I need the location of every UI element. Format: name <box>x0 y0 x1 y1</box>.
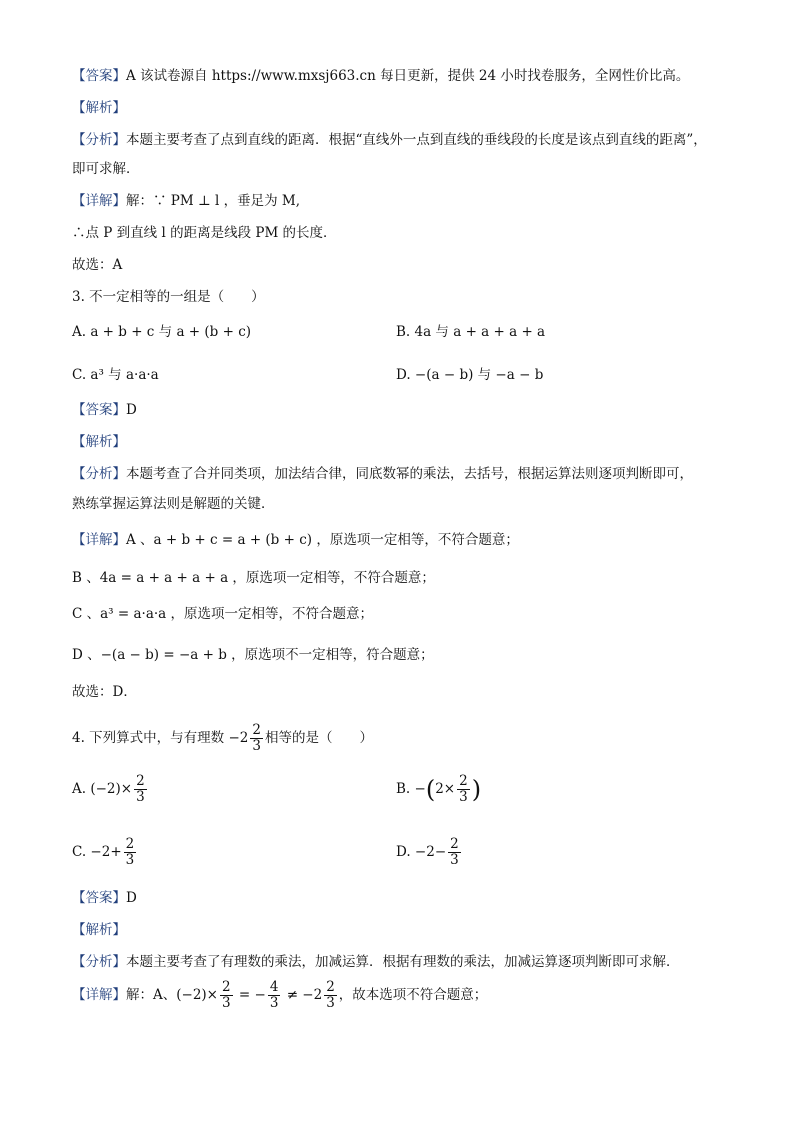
q3-answer-line <box>72 401 137 419</box>
fraction-numerator: 2 <box>252 722 261 738</box>
fraction-denominator: 3 <box>450 852 459 868</box>
fraction <box>324 980 337 1011</box>
answer-text: D <box>126 890 137 906</box>
fenxi-text: 本题主要考查了点到直线的距离．根据“直线外一点到直线的垂线段的长度是该点到直线的距离”， <box>126 132 707 148</box>
option-c-expr: C. −2+ <box>72 844 122 860</box>
q4-option-a <box>72 772 149 806</box>
option-a-expr: A. (−2)× <box>72 781 133 797</box>
xiangjie-tag: 【详解】 <box>72 532 126 548</box>
q3-option-b: B. 4a 与 a + a + a + a <box>396 324 546 340</box>
fraction-numerator: 2 <box>459 773 468 789</box>
q2-jiexi-heading: 【解析】 <box>72 100 126 116</box>
answer-text: A 该试卷源自 https://www.mxsj663.cn 每日更新，提供 24 小时找卷服务，全网性价比高。 <box>126 68 690 84</box>
q3-fenxi-line2: 熟练掌握运算法则是解题的关键． <box>72 496 275 512</box>
fraction-denominator: 3 <box>326 995 335 1011</box>
fraction-numerator: 2 <box>222 979 231 995</box>
xiangjie-text: 解：∵ PM ⊥ l ，垂足为 M, <box>126 193 300 209</box>
q4-option-c <box>72 835 138 869</box>
q4-stem <box>72 722 373 754</box>
fraction <box>268 980 281 1011</box>
q3-option-c: C. a³ 与 a·a·a <box>72 367 159 383</box>
q2-fenxi-line2: 即可求解． <box>72 161 140 177</box>
q3-jiexi-heading: 【解析】 <box>72 434 126 450</box>
fraction-numerator: 4 <box>269 979 279 995</box>
q3-stem: 3. 不一定相等的一组是（ ） <box>72 289 265 305</box>
fraction-denominator: 3 <box>136 789 145 805</box>
xiangjie-tag: 【详解】 <box>72 193 126 209</box>
fraction-denominator: 3 <box>459 789 468 805</box>
fraction-denominator: 3 <box>125 852 135 868</box>
right-paren: ) <box>471 775 482 804</box>
xiangjie-post: ，故本选项不符合题意； <box>338 987 488 1003</box>
q3-xiangjie-d: D 、−(a − b) = −a + b ，原选项不一定相等，符合题意； <box>72 647 434 663</box>
q4-xiangjie-line <box>72 976 487 1014</box>
fraction-numerator: 2 <box>125 836 135 852</box>
left-paren: ( <box>425 775 436 804</box>
answer-text: D <box>126 402 137 418</box>
xiangjie-tag: 【详解】 <box>72 987 126 1003</box>
xiangjie-text: A 、a + b + c = a + (b + c) ，原选项一定相等，不符合题意； <box>126 532 519 548</box>
option-d-expr: D. −2− <box>396 844 447 860</box>
q3-option-a: A. a + b + c 与 a + (b + c) <box>72 324 252 340</box>
answer-tag: 【答案】 <box>72 402 126 418</box>
q3-choice: 故选：D． <box>72 684 137 700</box>
fraction <box>220 980 233 1011</box>
fraction <box>250 723 263 754</box>
q4-jiexi-heading: 【解析】 <box>72 922 126 938</box>
answer-tag: 【答案】 <box>72 890 126 906</box>
equals: = − <box>234 987 266 1003</box>
fraction-denominator: 3 <box>269 995 279 1011</box>
fenxi-tag: 【分析】 <box>72 132 126 148</box>
xiangjie-pre: 解：A、(−2)× <box>126 987 218 1003</box>
fenxi-text: 本题考查了合并同类项，加法结合律，同底数幂的乘法，去括号，根据运算法则逐项判断即可， <box>126 466 693 482</box>
q4-stem-post: 相等的是（ ） <box>264 730 373 746</box>
not-equal: ≠ −2 <box>282 987 323 1003</box>
fenxi-tag: 【分析】 <box>72 466 126 482</box>
q4-stem-pre: 4. 下列算式中，与有理数 −2 <box>72 730 249 746</box>
fraction <box>457 774 470 805</box>
q2-xiangjie-line <box>72 192 300 210</box>
q3-xiangjie-c: C 、a³ = a·a·a ，原选项一定相等，不符合题意； <box>72 606 373 622</box>
q4-answer-line <box>72 889 137 907</box>
q4-fenxi-line <box>72 953 680 971</box>
fraction-denominator: 3 <box>252 738 261 754</box>
q2-answer-line <box>72 67 689 85</box>
fraction <box>448 837 461 868</box>
q3-option-d: D. −(a − b) 与 −a − b <box>396 367 544 383</box>
fenxi-tag: 【分析】 <box>72 954 126 970</box>
q4-option-d <box>396 835 463 869</box>
q3-xiangjie-a <box>72 531 519 549</box>
q2-therefore-line: ∴点 P 到直线 l 的距离是线段 PM 的长度． <box>72 225 337 241</box>
fraction <box>134 774 147 805</box>
q3-fenxi-line1 <box>72 465 693 483</box>
option-b-expr: 2× <box>435 781 456 797</box>
fenxi-text: 本题主要考查了有理数的乘法，加减运算．根据有理数的乘法，加减运算逐项判断即可求解． <box>126 954 680 970</box>
q2-choice: 故选：A <box>72 257 123 273</box>
option-b-prefix: B. − <box>396 781 426 797</box>
q3-xiangjie-b: B 、4a = a + a + a + a ，原选项一定相等，不符合题意； <box>72 570 435 586</box>
q4-option-b <box>396 772 481 807</box>
fraction-numerator: 2 <box>136 773 145 789</box>
fraction-numerator: 2 <box>326 979 335 995</box>
answer-tag: 【答案】 <box>72 68 126 84</box>
fraction-denominator: 3 <box>222 995 231 1011</box>
fraction <box>124 837 137 868</box>
q2-fenxi-line1 <box>72 131 707 149</box>
fraction-numerator: 2 <box>450 836 459 852</box>
